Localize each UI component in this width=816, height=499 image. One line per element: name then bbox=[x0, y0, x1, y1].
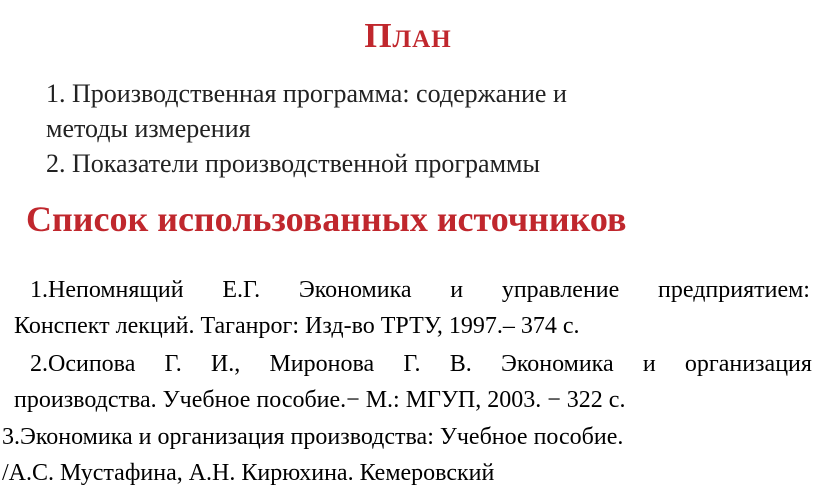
plan-item-1-line-1: 1. Производственная программа: содержание и bbox=[46, 79, 567, 108]
plan-item-1-line-2: методы измерения bbox=[46, 114, 251, 143]
source-1-word: 1.Непомнящий bbox=[30, 277, 184, 303]
source-1-line-2: Конспект лекций. Таганрог: Изд-во ТРТУ, 1997.– 374 с. bbox=[14, 313, 580, 339]
source-2-line-1 bbox=[30, 346, 812, 382]
plan-title: План bbox=[364, 16, 452, 55]
source-2-word: Г. bbox=[164, 351, 182, 377]
source-2-line-2: производства. Учебное пособие.− М.: МГУП, 2003. − 322 с. bbox=[14, 387, 626, 413]
source-2-word: И., bbox=[210, 351, 241, 377]
source-2-word: организация bbox=[684, 351, 812, 377]
plan-item-2: 2. Показатели производственной программы bbox=[46, 149, 540, 178]
source-1-word: Е.Г. bbox=[222, 277, 261, 303]
source-1-line-1 bbox=[30, 272, 810, 308]
source-2-word: Миронова bbox=[269, 351, 375, 377]
source-2-word: 2.Осипова bbox=[30, 351, 136, 377]
source-3-line-1: 3.Экономика и организация производства: Учебное пособие. bbox=[2, 424, 624, 450]
source-1-word: и bbox=[450, 277, 464, 303]
plan-list bbox=[46, 76, 766, 181]
sources-title: Список использованных источников bbox=[26, 199, 627, 239]
source-3-line-2: /А.С. Мустафина, А.Н. Кирюхина. Кемеровский bbox=[2, 460, 495, 486]
source-2-word: Г. bbox=[403, 351, 421, 377]
source-1-word: предприятием: bbox=[658, 277, 810, 303]
source-1-word: управление bbox=[501, 277, 620, 303]
source-1-word: Экономика bbox=[298, 277, 412, 303]
source-2-word: Экономика bbox=[500, 351, 614, 377]
source-2-word: В. bbox=[449, 351, 472, 377]
source-2-word: и bbox=[642, 351, 656, 377]
